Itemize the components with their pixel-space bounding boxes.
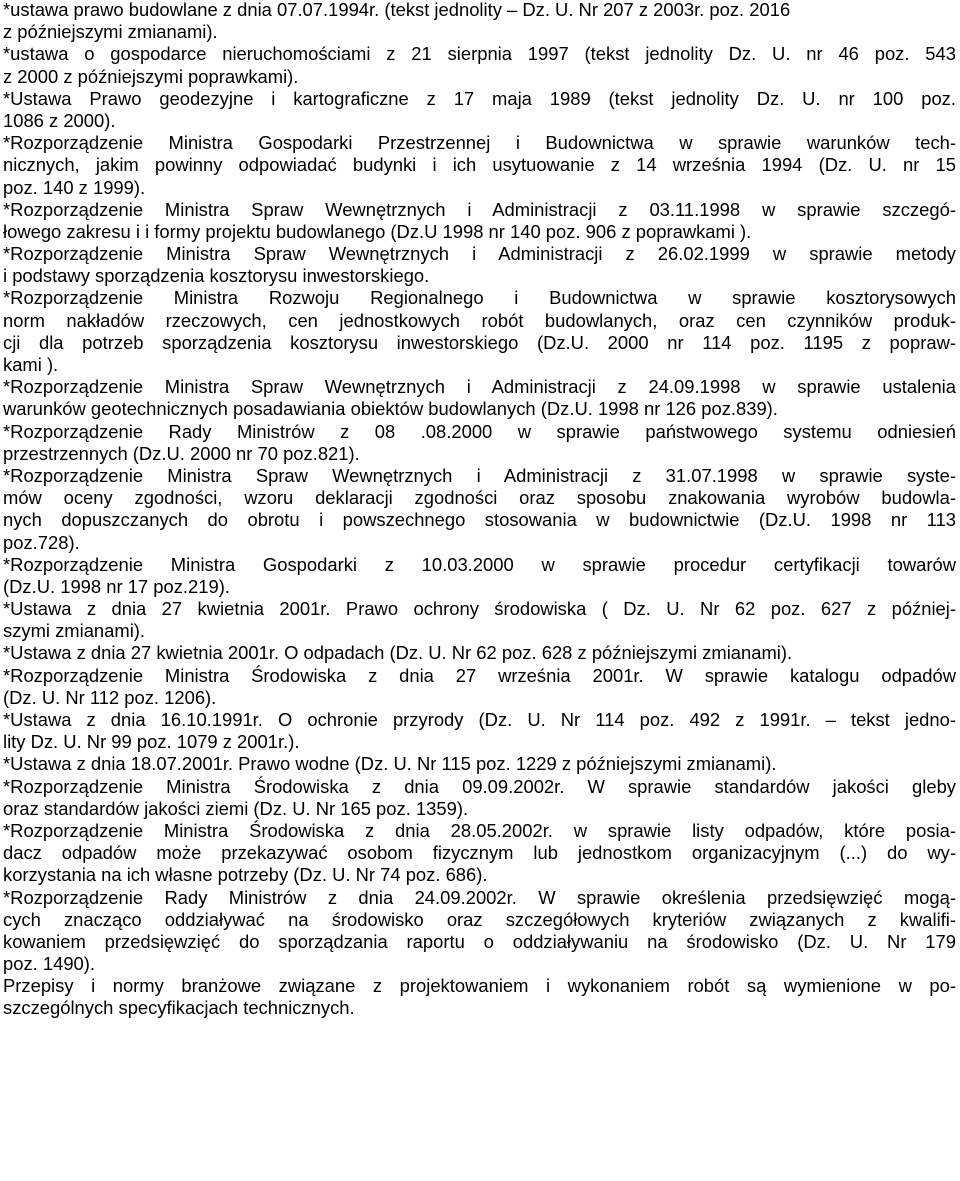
text-line: *ustawa prawo budowlane z dnia 07.07.1994r. (tekst jednolity – Dz. U. Nr 207 z 2003r. poz. 2016 <box>3 0 791 20</box>
text-line: szymi zmianami). <box>3 620 146 642</box>
regulation-entry <box>3 243 956 287</box>
text-line: poz. 140 z 1999). <box>3 176 146 198</box>
regulation-list <box>3 0 956 1020</box>
text-line: *Rozporządzenie Rady Ministrów z 08 .08.2000 w sprawie państwowego systemu odniesień <box>3 420 956 442</box>
text-line: *Ustawa z dnia 16.10.1991r. O ochronie przyrody (Dz. U. Nr 114 poz. 492 z 1991r. – tekst jedno- <box>3 709 956 730</box>
text-line: *Rozporządzenie Ministra Rozwoju Regionalnego i Budownictwa w sprawie kosztorysowych <box>3 287 956 309</box>
regulation-entry <box>3 820 956 887</box>
regulation-entry <box>3 776 956 820</box>
text-line: oraz standardów jakości ziemi (Dz. U. Nr 165 poz. 1359). <box>3 797 469 819</box>
text-line: (Dz. U. Nr 112 poz. 1206). <box>3 686 217 708</box>
text-line: i podstawy sporządzenia kosztorysu inwestorskiego. <box>3 265 430 287</box>
regulation-entry <box>3 975 956 1019</box>
text-line: *Rozporządzenie Rady Ministrów z dnia 24.09.2002r. W sprawie określenia przedsięwzięć mogą- <box>3 886 956 908</box>
regulation-entry <box>3 887 956 976</box>
regulation-entry <box>3 0 956 43</box>
regulation-entry <box>3 199 956 243</box>
text-line: *Ustawa z dnia 27 kwietnia 2001r. Prawo ochrony środowiska ( Dz. U. Nr 62 poz. 627 z później- <box>3 598 956 620</box>
text-line: szczególnych specyfikacjach technicznych. <box>3 997 355 1019</box>
regulation-entry <box>3 132 956 199</box>
text-line: poz. 1490). <box>3 953 96 975</box>
regulation-entry <box>3 287 956 376</box>
text-line: *Rozporządzenie Ministra Środowiska z dnia 09.09.2002r. W sprawie standardów jakości gleby <box>3 775 956 797</box>
text-line: *Rozporządzenie Ministra Gospodarki Przestrzennej i Budownictwa w sprawie warunków tech- <box>3 132 956 154</box>
text-line: *Rozporządzenie Ministra Spraw Wewnętrznych i Administracji z 31.07.1998 w sprawie syste- <box>3 464 956 486</box>
text-line: *Ustawa z dnia 18.07.2001r. Prawo wodne (Dz. U. Nr 115 poz. 1229 z późniejszymi zmianami). <box>3 753 777 775</box>
text-line: (Dz.U. 1998 nr 17 poz.219). <box>3 575 230 597</box>
text-line: *Ustawa Prawo geodezyjne i kartograficzne z 17 maja 1989 (tekst jednolity Dz. U. nr 100 poz. <box>3 87 956 109</box>
text-line: *Rozporządzenie Ministra Środowiska z dnia 27 września 2001r. W sprawie katalogu odpadów <box>3 664 956 686</box>
text-line: kowaniem przedsięwzięć do sporządzania raportu o oddziaływaniu na środowisko (Dz. U. Nr 179 <box>3 930 956 952</box>
regulation-entry <box>3 709 956 753</box>
text-line: kami ). <box>3 354 59 375</box>
regulation-entry <box>3 753 956 775</box>
text-line: przestrzennych (Dz.U. 2000 nr 70 poz.821). <box>3 442 360 464</box>
text-line: *Rozporządzenie Ministra Środowiska z dnia 28.05.2002r. w sprawie listy odpadów, które posia- <box>3 819 956 841</box>
text-line: norm nakładów rzeczowych, cen jednostkowych robót budowlanych, oraz cen czynników produk- <box>3 309 956 331</box>
text-line: *Rozporządzenie Ministra Gospodarki z 10.03.2000 w sprawie procedur certyfikacji towarów <box>3 553 956 575</box>
text-line: dacz odpadów może przekazywać osobom fizycznym lub jednostkom organizacyjnym (...) do wy- <box>3 842 956 864</box>
regulation-entry <box>3 665 956 709</box>
regulation-entry <box>3 421 956 465</box>
text-line: *Ustawa z dnia 27 kwietnia 2001r. O odpadach (Dz. U. Nr 62 poz. 628 z późniejszymi zmianami). <box>3 642 793 664</box>
regulation-entry <box>3 598 956 642</box>
text-line: *Rozporządzenie Ministra Spraw Wewnętrznych i Administracji z 24.09.1998 w sprawie ustalenia <box>3 376 956 398</box>
regulation-entry <box>3 43 956 87</box>
text-line: 1086 z 2000). <box>3 109 116 131</box>
text-line: łowego zakresu i i formy projektu budowlanego (Dz.U 1998 nr 140 poz. 906 z poprawkami ). <box>3 220 752 242</box>
text-line: Przepisy i normy branżowe związane z projektowaniem i wykonaniem robót są wymienione w po- <box>3 975 956 997</box>
text-line: cji dla potrzeb sporządzenia kosztorysu inwestorskiego (Dz.U. 2000 nr 114 poz. 1195 z popraw- <box>3 331 956 353</box>
regulation-entry <box>3 465 956 554</box>
text-line: nych dopuszczanych do obrotu i powszechnego stosowania w budownictwie (Dz.U. 1998 nr 113 <box>3 509 956 531</box>
text-line: z 2000 z późniejszymi poprawkami). <box>3 65 299 87</box>
text-line: *ustawa o gospodarce nieruchomościami z 21 sierpnia 1997 (tekst jednolity Dz. U. nr 46 poz. 543 <box>3 43 956 65</box>
text-line: mów oceny zgodności, wzoru deklaracji zgodności oraz sposobu znakowania wyrobów budowla- <box>3 487 956 509</box>
text-line: *Rozporządzenie Ministra Spraw Wewnętrznych i Administracji z 26.02.1999 w sprawie metody <box>3 243 956 265</box>
text-line: nicznych, jakim powinny odpowiadać budynki i ich usytuowanie z 14 września 1994 (Dz. U. nr 15 <box>3 154 956 176</box>
text-line: *Rozporządzenie Ministra Spraw Wewnętrznych i Administracji z 03.11.1998 w sprawie szczegó- <box>3 198 956 220</box>
regulation-entry <box>3 642 956 664</box>
text-line: z późniejszymi zmianami). <box>3 21 218 43</box>
regulation-entry <box>3 88 956 132</box>
regulation-entry <box>3 554 956 598</box>
regulation-entry <box>3 376 956 420</box>
text-line: lity Dz. U. Nr 99 poz. 1079 z 2001r.). <box>3 731 300 753</box>
text-line: poz.728). <box>3 531 80 553</box>
text-line: cych znacząco oddziaływać na środowisko oraz szczegółowych kryteriów związanych z kwalifi- <box>3 908 956 930</box>
text-line: korzystania na ich własne potrzeby (Dz. U. Nr 74 poz. 686). <box>3 864 488 886</box>
text-line: warunków geotechnicznych posadawiania obiektów budowlanych (Dz.U. 1998 nr 126 poz.839). <box>3 398 778 420</box>
